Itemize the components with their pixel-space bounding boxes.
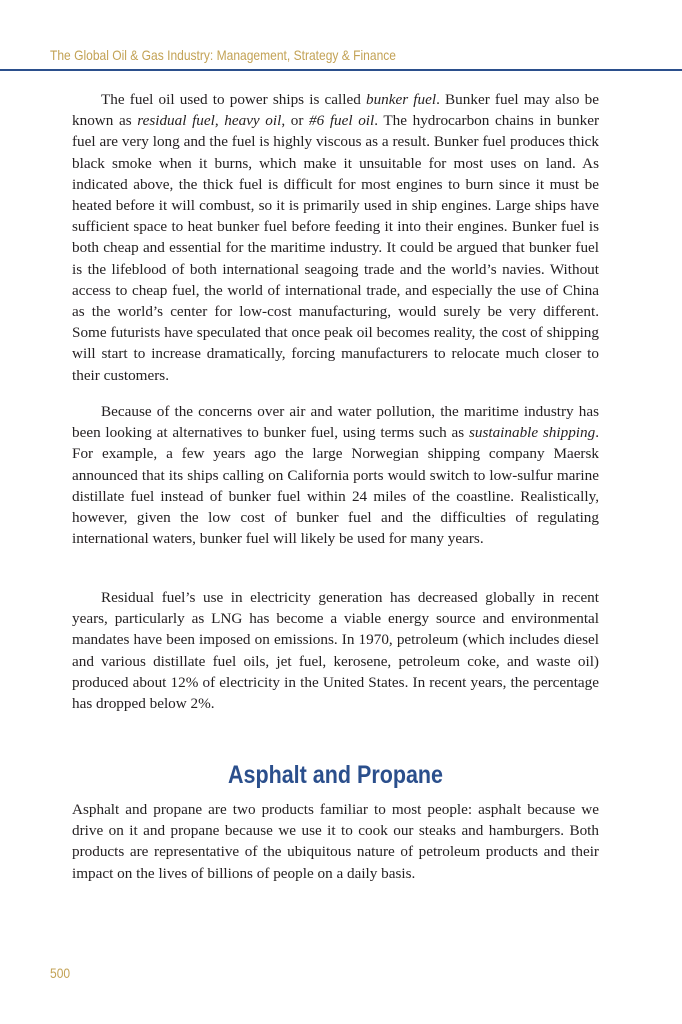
page-number: 500: [50, 965, 71, 981]
p2-text-1: Because of the concerns over air and water pollution, the maritime industry has been looking at alternatives to bunker fuel, using terms such as: [72, 403, 599, 442]
p3-text: Residual fuel’s use in electricity generation has decreased globally in recent years, particularly as LNG has become a viable energy source and environmental mandates have been imposed on emissions. In 1970, petroleum (which includes diesel and various distillate fuel oils, jet fuel, kerosene, petroleum coke, and waste oil) produced about 12% of electricity in the United States. In recent years, the percentage has dropped below 2%.: [72, 589, 599, 713]
p1-text-2: . Bunker fuel may also be known as: [72, 91, 599, 130]
p1-text-1: The fuel oil used to power ships is called: [101, 91, 366, 108]
running-header-title: The Global Oil & Gas Industry: Management, Strategy & Finance: [50, 47, 396, 63]
header-rule: [0, 69, 682, 71]
p2-text-2: . For example, a few years ago the large Norwegian shipping company Maersk announced that its ships calling on California ports would switch to low-sulfur marine distillate fuel instead of bunker fuel within 24 miles of the coastline. Realistically, however, given the low cost of bunker fuel and the difficulties of regulating international waters, bunker fuel will likely be used for many years.: [72, 424, 600, 548]
term-sustainable-shipping: sustainable shipping: [468, 424, 596, 442]
paragraph-asphalt-propane: [72, 799, 599, 884]
p1-text-4: , or: [281, 112, 310, 130]
p1-text-3: ,: [214, 112, 225, 130]
p4-text: Asphalt and propane are two products familiar to most people: asphalt because we drive on it and propane because we use it to cook our steaks and hamburgers. Both products are representative of the ubiquitous nature of petroleum products and their impact on the lives of billions of people on a daily basis.: [72, 801, 599, 882]
term-residual-fuel: residual fuel: [137, 112, 215, 130]
term-bunker-fuel: bunker fuel: [365, 91, 437, 108]
paragraph-electricity-generation: [72, 587, 599, 714]
section-heading: Asphalt and Propane: [227, 761, 444, 789]
term-6-fuel-oil: #6 fuel oil: [309, 112, 375, 130]
paragraph-sustainable-shipping: [72, 401, 599, 549]
paragraph-bunker-fuel: [72, 89, 599, 386]
p1-text-5: . The hydrocarbon chains in bunker fuel are very long and the fuel is highly viscous as a result. Bunker fuel produces thick black smoke when it burns, which make it unsuitable for most uses on land. As indicated above, the thick fuel is difficult for most engines to burn since it must be heated before it will combust, so it is primarily used in ship engines. Large ships have sufficient space to heat bunker fuel before feeding it into their engines. Bunker fuel is both cheap and essential for the maritime industry. It could be argued that bunker fuel is the lifeblood of both international seagoing trade and the world’s navies. Without access to cheap fuel, the world of international trade, and especially the use of China as the world’s center for low-cost manufacturing, would surely be very different. Some futurists have speculated that once peak oil becomes reality, the cost of shipping will start to increase dramatically, forcing manufacturers to relocate much closer to their customers.: [72, 112, 599, 384]
term-heavy-oil: heavy oil: [224, 112, 282, 130]
